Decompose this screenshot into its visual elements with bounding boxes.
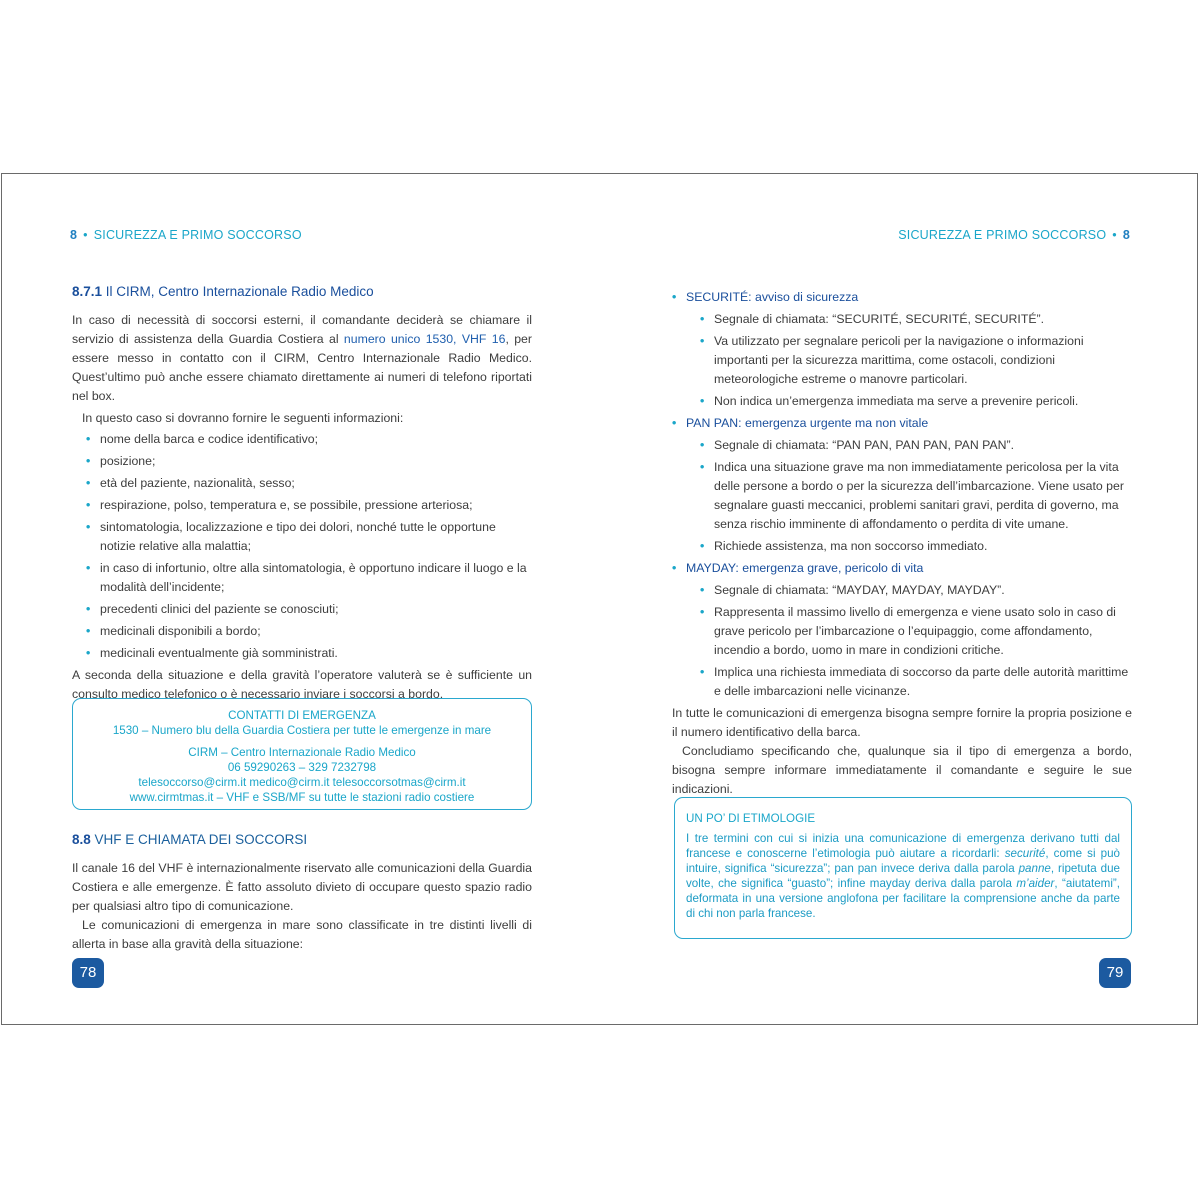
- alert-level-items: [686, 581, 1132, 701]
- alert-level-items: [686, 436, 1132, 556]
- contact-line: CIRM – Centro Internazionale Radio Medico: [188, 746, 416, 759]
- section-heading-88: [72, 830, 532, 849]
- section-title: VHF E CHIAMATA DEI SOCCORSI: [94, 832, 308, 847]
- paragraph: Il canale 16 del VHF è internazionalmente riservato alle comunicazioni della Guardia Costiera e alle emergenze. È fatto assoluto divieto di occupare questo spazio radio per qualsiasi altro tipo di comunicazione.: [72, 861, 532, 913]
- list-item: • in caso di infortunio, oltre alla sintomatologia, è opportuno indicare il luogo e la modalità dell’incidente;: [72, 559, 532, 597]
- alert-level-mayday: [672, 559, 1132, 701]
- left-running-header: [70, 228, 302, 242]
- list-item: • età del paziente, nazionalità, sesso;: [72, 474, 532, 493]
- list-item: • posizione;: [72, 452, 532, 471]
- right-running-header: [898, 228, 1130, 242]
- box-title: CONTATTI DI EMERGENZA: [228, 709, 376, 722]
- list-item: • respirazione, polso, temperatura e, se possibile, pressione arteriosa;: [72, 496, 532, 515]
- chapter-title: SICUREZZA E PRIMO SOCCORSO: [93, 228, 302, 242]
- section-heading-871: [72, 282, 532, 301]
- section-number: 8.7.1: [72, 284, 103, 299]
- list-item: • precedenti clinici del paziente se conosciuti;: [72, 600, 532, 619]
- alert-level-panpan: [672, 414, 1132, 556]
- list-item: • sintomatologia, localizzazione e tipo dei dolori, nonché tutte le opportune notizie relative alla malattia;: [72, 518, 532, 556]
- book-spread: [1, 173, 1198, 1025]
- left-content: [72, 282, 532, 954]
- list-item: • Indica una situazione grave ma non immediatamente pericolosa per la vita delle persone a bordo o per la sicurezza dell’imbarcazione. Viene usato per segnalare guasti meccanici, problemi sanitari gravi, perdita di governo, ma senza rischio imminente di affondamento o perdita di vite umane.: [686, 458, 1132, 534]
- etymology-text: I tre termini con cui si inizia una comunicazione di emergenza derivano tutti dal francese e conoscerne l’etimologia può aiutare a ricordarli: securité, come si può intuire, significa “sicurezza”; pan pan invece deriva dalla parola panne, ripetuta due volte, che significa “guasto”; infine mayday deriva dalla parola m’aider, “aiutatemi”, deformata in una versione anglofona per facilitare la comprensione anche da parte di chi non parla francese.: [686, 832, 1120, 920]
- alert-level-heading: • PAN PAN: emergenza urgente ma non vitale: [686, 416, 929, 430]
- chapter-number: 8: [1122, 228, 1130, 242]
- list-item: • Richiede assistenza, ma non soccorso immediato.: [686, 537, 1132, 556]
- list-item: • Segnale di chiamata: “MAYDAY, MAYDAY, MAYDAY”.: [686, 581, 1132, 600]
- box-title: UN PO’ DI ETIMOLOGIE: [686, 812, 816, 825]
- contact-line: www.cirmtmas.it – VHF e SSB/MF su tutte le stazioni radio costiere: [129, 791, 475, 804]
- page-number: 79: [1099, 958, 1131, 988]
- highlight-number: numero unico 1530, VHF 16: [343, 332, 506, 346]
- section-title: Il CIRM, Centro Internazionale Radio Medico: [105, 284, 374, 299]
- chapter-title: SICUREZZA E PRIMO SOCCORSO: [898, 228, 1107, 242]
- info-list: [72, 430, 532, 663]
- paragraph: In questo caso si dovranno fornire le seguenti informazioni:: [82, 411, 404, 425]
- list-item: • Va utilizzato per segnalare pericoli per la navigazione o informazioni importanti per la sicurezza marittima, come ostacoli, condizioni meteorologiche estreme o manovre particolari.: [686, 332, 1132, 389]
- list-item: • Implica una richiesta immediata di soccorso da parte delle autorità marittime e delle imbarcazioni nelle vicinanze.: [686, 663, 1132, 701]
- etymology-box: [674, 797, 1132, 939]
- alert-level-securite: [672, 288, 1132, 411]
- alert-level-items: [686, 310, 1132, 411]
- emergency-contacts-box: [72, 698, 532, 810]
- contact-line: 1530 – Numero blu della Guardia Costiera per tutte le emergenze in mare: [112, 724, 492, 737]
- alert-level-heading: • SECURITÉ: avviso di sicurezza: [686, 290, 859, 304]
- page-number: 78: [72, 958, 104, 988]
- paragraph: In tutte le comunicazioni di emergenza bisogna sempre fornire la propria posizione e il numero identificativo della barca.: [672, 706, 1132, 739]
- alert-levels-list: [672, 288, 1132, 701]
- list-item: • Segnale di chiamata: “SECURITÉ, SECURITÉ, SECURITÉ”.: [686, 310, 1132, 329]
- paragraph: In caso di necessità di soccorsi esterni, il comandante deciderà se chiamare il servizio di assistenza della Guardia Costiera al numero unico 1530, VHF 16, per essere messo in contatto con il CIRM, Centro Internazionale Radio Medico. Quest’ultimo può anche essere chiamato direttamente ai numeri di telefono riportati nel box.: [72, 313, 532, 403]
- contact-line: 06 59290263 – 329 7232798: [227, 761, 377, 774]
- list-item: • medicinali eventualmente già somministrati.: [72, 644, 532, 663]
- right-content: [672, 286, 1132, 799]
- paragraph: Concludiamo specificando che, qualunque sia il tipo di emergenza a bordo, bisogna sempre informare immediatamente il comandante e seguire le sue indicazioni.: [672, 744, 1132, 796]
- contact-line: telesoccorso@cirm.it medico@cirm.it telesoccorsotmas@cirm.it: [138, 776, 466, 789]
- separator-dot: •: [83, 228, 88, 242]
- section-88: [72, 830, 532, 954]
- separator-dot: •: [1112, 228, 1117, 242]
- paragraph: A seconda della situazione e della gravità l’operatore valuterà se è sufficiente un consulto medico telefonico o è necessario inviare i soccorsi a bordo.: [72, 668, 532, 701]
- list-item: • Non indica un’emergenza immediata ma serve a prevenire pericoli.: [686, 392, 1132, 411]
- chapter-number: 8: [70, 228, 78, 242]
- list-item: • nome della barca e codice identificativo;: [72, 430, 532, 449]
- alert-level-heading: • MAYDAY: emergenza grave, pericolo di vita: [686, 561, 924, 575]
- left-page: [2, 174, 600, 1024]
- list-item: • Rappresenta il massimo livello di emergenza e viene usato solo in caso di grave pericolo per l’imbarcazione o l’equipaggio, come affondamento, incendio a bordo, uomo in mare in condizioni critiche.: [686, 603, 1132, 660]
- section-number: 8.8: [72, 832, 91, 847]
- paragraph: Le comunicazioni di emergenza in mare sono classificate in tre distinti livelli di allerta in base alla gravità della situazione:: [72, 918, 532, 951]
- list-item: • Segnale di chiamata: “PAN PAN, PAN PAN, PAN PAN”.: [686, 436, 1132, 455]
- list-item: • medicinali disponibili a bordo;: [72, 622, 532, 641]
- spacer: [73, 738, 531, 745]
